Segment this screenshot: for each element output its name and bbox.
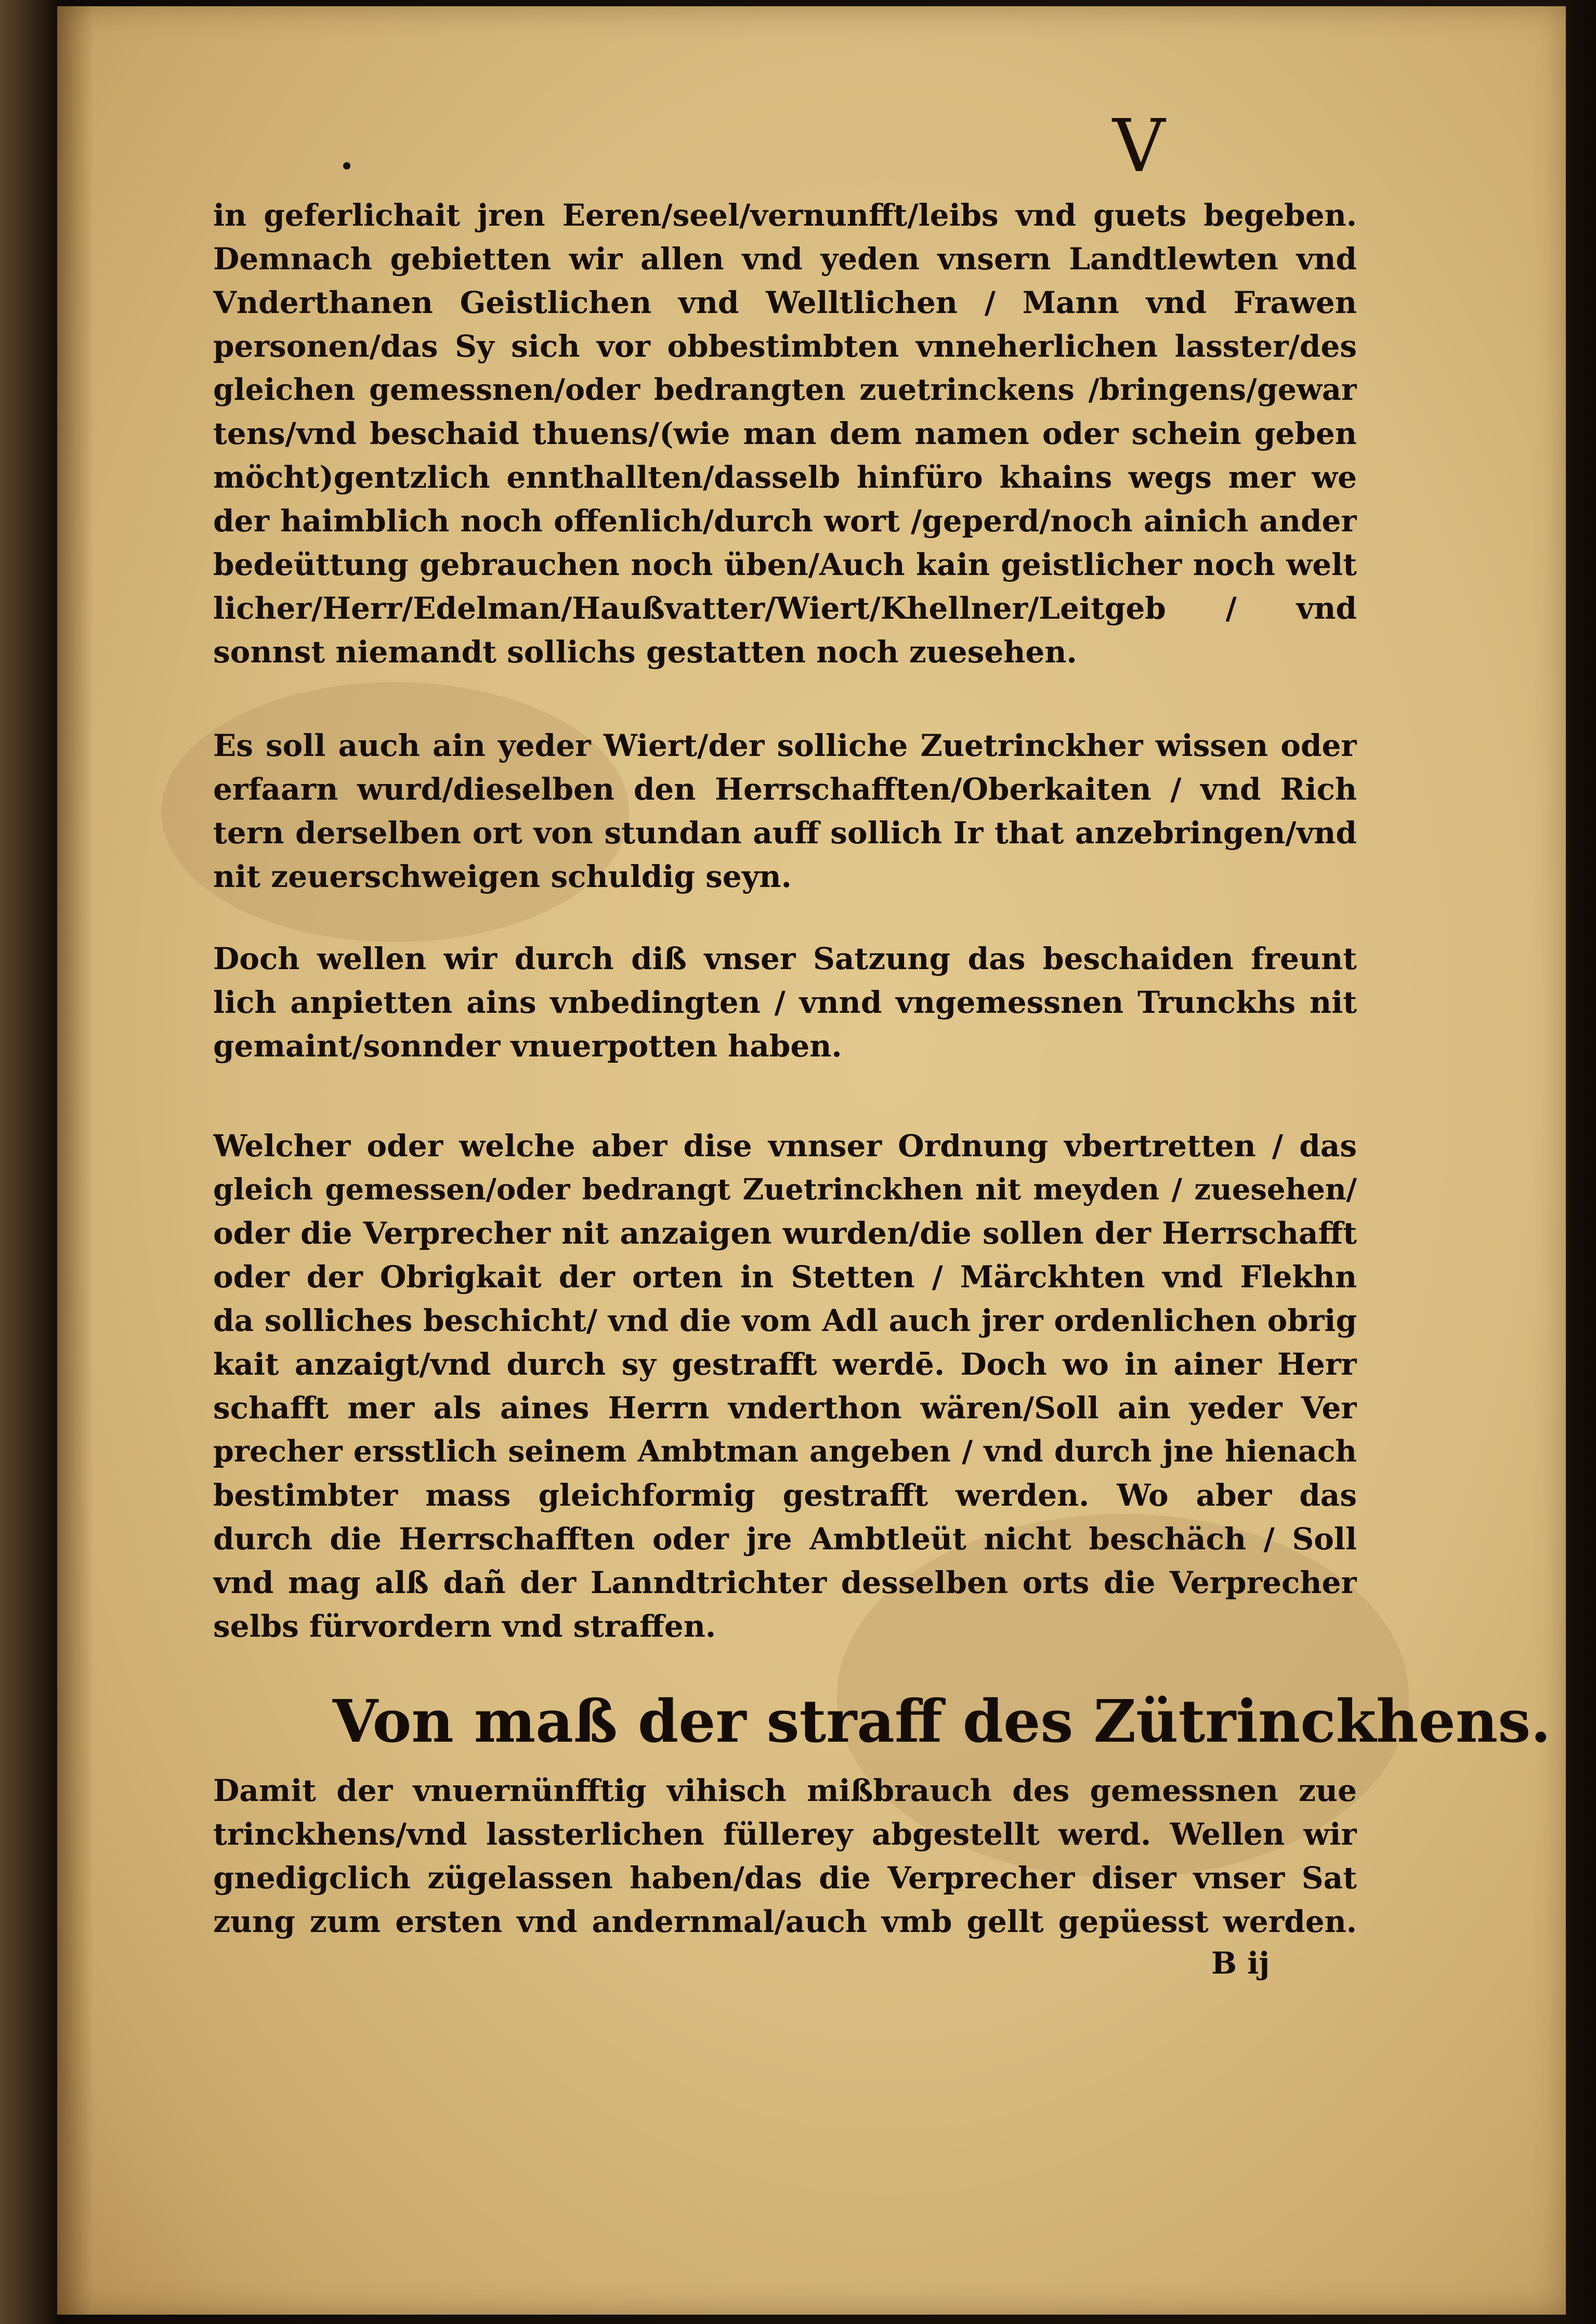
ink-dot xyxy=(343,162,350,169)
text-line: bedeüttung gebrauchen noch üben/Auch kain geistlicher noch welt xyxy=(213,547,1357,582)
text-line: Es soll auch ain yeder Wiert/der solliche Zuetrinckher wissen oder xyxy=(213,728,1357,763)
page-sheet xyxy=(57,6,1566,2315)
paragraph-5 xyxy=(213,1769,1357,1943)
text-line: durch die Herrschafften oder jre Ambtleüt nicht beschäch / Soll xyxy=(213,1521,1357,1557)
paragraph-1 xyxy=(213,193,1357,674)
text-line: gleichen gemessnen/oder bedrangten zuetrinckens /bringens/gewar xyxy=(213,372,1357,407)
text-line: oder die Verprecher nit anzaigen wurden/die sollen der Herrschafft xyxy=(213,1216,1357,1251)
text-line: Vnderthanen Geistlichen vnd Welltlichen / Mann vnd Frawen xyxy=(213,285,1357,320)
text-line: in geferlichait jren Eeren/seel/vernunfft/leibs vnd guets begeben. xyxy=(213,198,1357,233)
text-line: selbs fürvordern vnd straffen. xyxy=(213,1609,716,1644)
text-line: tern derselben ort von stundan auff sollich Ir that anzebringen/vnd xyxy=(213,815,1357,851)
text-line: personen/das Sy sich vor obbestimbten vnneherlichen lasster/des xyxy=(213,329,1357,364)
folio-number: V xyxy=(1113,104,1166,189)
text-line: gnedigclich zügelassen haben/das die Verprecher diser vnser Sat xyxy=(213,1860,1357,1896)
paragraph-4 xyxy=(213,1124,1357,1648)
text-line: sonnst niemandt sollichs gestatten noch zuesehen. xyxy=(213,634,1077,670)
paragraph-3 xyxy=(213,937,1357,1068)
text-line: erfaarn wurd/dieselben den Herrschafften/Oberkaiten / vnd Rich xyxy=(213,772,1357,807)
text-line: Welcher oder welche aber dise vnnser Ordnung vbertretten / das xyxy=(213,1128,1357,1164)
text-line: gemaint/sonnder vnuerpotten haben. xyxy=(213,1028,842,1064)
text-line: zung zum ersten vnd andernmal/auch vmb gellt gepüesst werden. xyxy=(213,1904,1357,1939)
text-line: bestimbter mass gleichformig gestrafft werden. Wo aber das xyxy=(213,1478,1357,1513)
text-line: Demnach gebietten wir allen vnd yeden vnsern Landtlewten vnd xyxy=(213,241,1357,277)
text-line: da solliches beschicht/ vnd die vom Adl auch jrer ordenlichen obrig xyxy=(213,1303,1357,1338)
text-line: kait anzaigt/vnd durch sy gestrafft werdē. Doch wo in ainer Herr xyxy=(213,1347,1357,1382)
paragraph-2 xyxy=(213,724,1357,898)
text-line: lich anpietten ains vnbedingten / vnnd vngemessnen Trunckhs nit xyxy=(213,985,1357,1020)
text-line: möcht)gentzlich ennthallten/dasselb hinfüro khains wegs mer we xyxy=(213,460,1357,495)
text-line: tens/vnd beschaid thuens/(wie man dem namen oder schein geben xyxy=(213,416,1357,451)
section-heading: Von maß der straff des Zütrinckhens. xyxy=(333,1688,1551,1756)
text-line: schafft mer als aines Herrn vnderthon wären/Soll ain yeder Ver xyxy=(213,1390,1357,1426)
text-line: vnd mag alß dañ der Lanndtrichter desselben orts die Verprecher xyxy=(213,1565,1357,1600)
text-line: oder der Obrigkait der orten in Stetten / Märckhten vnd Flekhn xyxy=(213,1259,1357,1295)
text-line: licher/Herr/Edelman/Haußvatter/Wiert/Khellner/Leitgeb / vnd xyxy=(213,591,1357,626)
book-gutter xyxy=(0,0,57,2324)
signature-mark: B ij xyxy=(1211,1946,1270,1981)
text-line: trinckhens/vnd lassterlichen füllerey abgestellt werd. Wellen wir xyxy=(213,1817,1357,1852)
text-line: Doch wellen wir durch diß vnser Satzung das beschaiden freunt xyxy=(213,941,1357,976)
text-line: der haimblich noch offenlich/durch wort /geperd/noch ainich ander xyxy=(213,503,1357,539)
text-line: gleich gemessen/oder bedrangt Zuetrinckhen nit meyden / zuesehen/ xyxy=(213,1172,1357,1207)
text-line: nit zeuerschweigen schuldig seyn. xyxy=(213,859,792,894)
text-line: precher ersstlich seinem Ambtman angeben / vnd durch jne hienach xyxy=(213,1434,1357,1469)
text-line: Damit der vnuernünfftig vihisch mißbrauch des gemessnen zue xyxy=(213,1773,1357,1808)
